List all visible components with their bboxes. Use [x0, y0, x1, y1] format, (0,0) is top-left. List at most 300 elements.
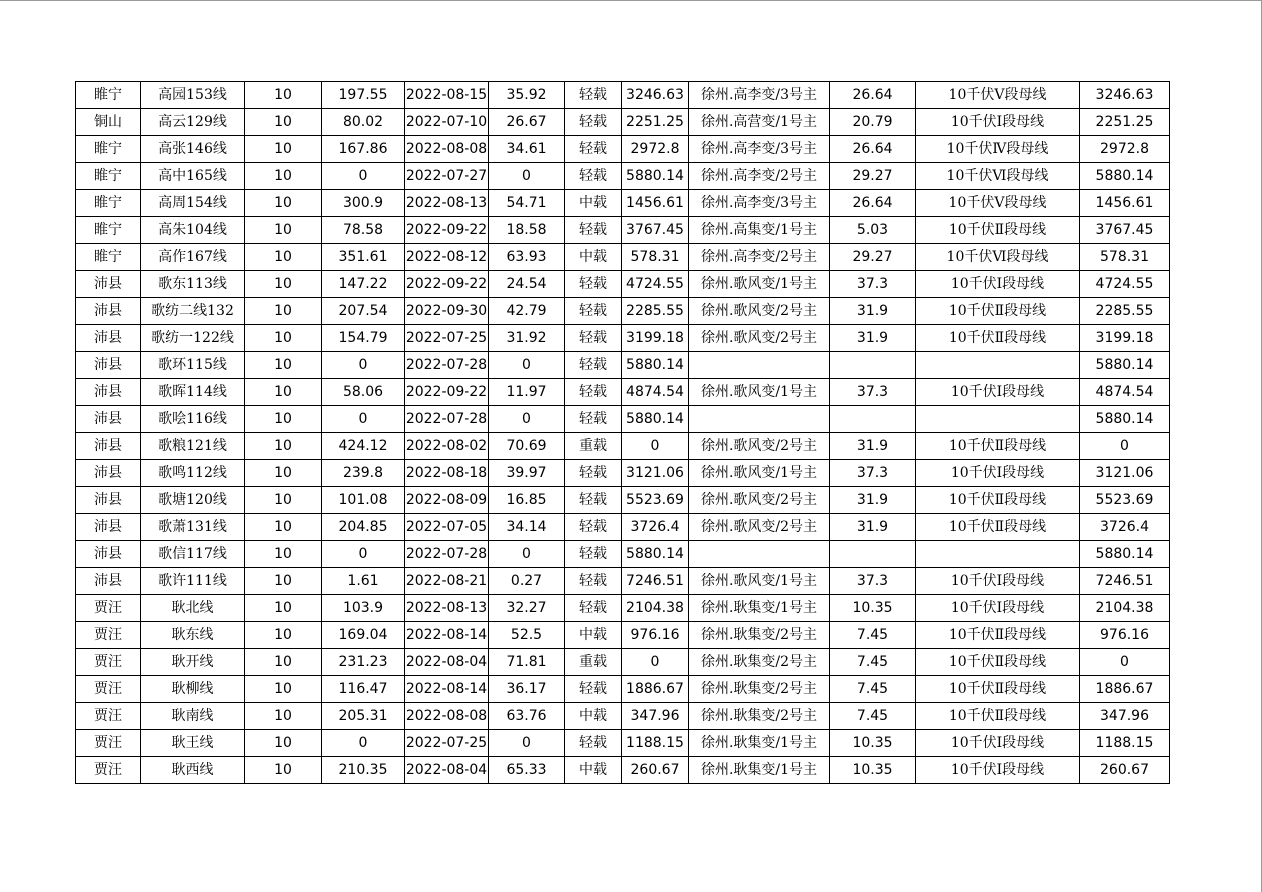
available-cell: 1188.15 [1080, 730, 1170, 757]
date-cell: 2022-07-25 [405, 325, 489, 352]
status-cell: 轻载 [565, 595, 622, 622]
county-cell: 贾汪 [76, 595, 141, 622]
line-name-cell: 高园153线 [141, 82, 245, 109]
line-name-cell: 歌晖114线 [141, 379, 245, 406]
available-cell: 2251.25 [1080, 109, 1170, 136]
load-cell: 0 [322, 406, 405, 433]
capacity-cell: 10.35 [830, 730, 916, 757]
capacity-cell: 37.3 [830, 271, 916, 298]
margin-cell: 4874.54 [622, 379, 689, 406]
bus-cell: 10千伏Ⅵ段母线 [916, 244, 1080, 271]
margin-cell: 2285.55 [622, 298, 689, 325]
bus-cell: 10千伏Ⅱ段母线 [916, 325, 1080, 352]
margin-cell: 1188.15 [622, 730, 689, 757]
available-cell: 5880.14 [1080, 541, 1170, 568]
table-row [76, 595, 1170, 622]
status-cell: 中载 [565, 757, 622, 784]
load-rate-cell: 63.93 [489, 244, 565, 271]
bus-cell: 10千伏Ⅰ段母线 [916, 730, 1080, 757]
load-rate-cell: 36.17 [489, 676, 565, 703]
line-name-cell: 耿王线 [141, 730, 245, 757]
substation-cell: 徐州.高李变/3号主 [689, 82, 830, 109]
voltage-cell: 10 [245, 163, 322, 190]
capacity-cell: 26.64 [830, 190, 916, 217]
county-cell: 沛县 [76, 406, 141, 433]
voltage-cell: 10 [245, 406, 322, 433]
capacity-cell: 31.9 [830, 487, 916, 514]
bus-cell: 10千伏Ⅰ段母线 [916, 379, 1080, 406]
load-rate-cell: 65.33 [489, 757, 565, 784]
date-cell: 2022-08-21 [405, 568, 489, 595]
margin-cell: 0 [622, 649, 689, 676]
status-cell: 轻载 [565, 730, 622, 757]
date-cell: 2022-08-13 [405, 595, 489, 622]
capacity-cell: 31.9 [830, 433, 916, 460]
load-cell: 205.31 [322, 703, 405, 730]
table-row [76, 676, 1170, 703]
date-cell: 2022-08-09 [405, 487, 489, 514]
line-name-cell: 高朱104线 [141, 217, 245, 244]
status-cell: 轻载 [565, 568, 622, 595]
margin-cell: 3726.4 [622, 514, 689, 541]
load-cell: 239.8 [322, 460, 405, 487]
status-cell: 轻载 [565, 136, 622, 163]
status-cell: 轻载 [565, 541, 622, 568]
table-row [76, 568, 1170, 595]
substation-cell: 徐州.高李变/2号主 [689, 163, 830, 190]
substation-cell: 徐州.高李变/3号主 [689, 136, 830, 163]
status-cell: 中载 [565, 703, 622, 730]
table-row [76, 298, 1170, 325]
voltage-cell: 10 [245, 541, 322, 568]
bus-cell: 10千伏Ⅱ段母线 [916, 622, 1080, 649]
line-name-cell: 歌塘120线 [141, 487, 245, 514]
voltage-cell: 10 [245, 217, 322, 244]
substation-cell: 徐州.耿集变/1号主 [689, 757, 830, 784]
status-cell: 中载 [565, 244, 622, 271]
capacity-cell: 29.27 [830, 244, 916, 271]
load-cell: 103.9 [322, 595, 405, 622]
bus-cell: 10千伏Ⅱ段母线 [916, 487, 1080, 514]
load-rate-cell: 18.58 [489, 217, 565, 244]
load-rate-cell: 42.79 [489, 298, 565, 325]
bus-cell: 10千伏Ⅰ段母线 [916, 109, 1080, 136]
voltage-cell: 10 [245, 271, 322, 298]
date-cell: 2022-08-12 [405, 244, 489, 271]
line-name-cell: 歌纺二线132 [141, 298, 245, 325]
table-row [76, 163, 1170, 190]
capacity-cell: 29.27 [830, 163, 916, 190]
capacity-cell: 31.9 [830, 298, 916, 325]
capacity-cell: 26.64 [830, 136, 916, 163]
load-cell: 351.61 [322, 244, 405, 271]
available-cell: 578.31 [1080, 244, 1170, 271]
substation-cell: 徐州.耿集变/2号主 [689, 703, 830, 730]
load-rate-cell: 35.92 [489, 82, 565, 109]
line-name-cell: 高中165线 [141, 163, 245, 190]
page-border-top [0, 0, 1262, 1]
substation-cell: 徐州.歌风变/2号主 [689, 298, 830, 325]
available-cell: 4874.54 [1080, 379, 1170, 406]
margin-cell: 5880.14 [622, 541, 689, 568]
capacity-cell: 20.79 [830, 109, 916, 136]
county-cell: 沛县 [76, 379, 141, 406]
load-cell: 147.22 [322, 271, 405, 298]
capacity-cell: 10.35 [830, 757, 916, 784]
load-cell: 0 [322, 352, 405, 379]
table-body [76, 82, 1170, 784]
voltage-cell: 10 [245, 703, 322, 730]
margin-cell: 5880.14 [622, 163, 689, 190]
status-cell: 重载 [565, 649, 622, 676]
available-cell: 260.67 [1080, 757, 1170, 784]
county-cell: 睢宁 [76, 82, 141, 109]
status-cell: 中载 [565, 622, 622, 649]
substation-cell: 徐州.高李变/3号主 [689, 190, 830, 217]
voltage-cell: 10 [245, 109, 322, 136]
available-cell: 5523.69 [1080, 487, 1170, 514]
load-cell: 58.06 [322, 379, 405, 406]
available-cell: 3726.4 [1080, 514, 1170, 541]
county-cell: 沛县 [76, 460, 141, 487]
table-row [76, 541, 1170, 568]
county-cell: 贾汪 [76, 703, 141, 730]
voltage-cell: 10 [245, 595, 322, 622]
county-cell: 贾汪 [76, 622, 141, 649]
available-cell: 7246.51 [1080, 568, 1170, 595]
status-cell: 轻载 [565, 163, 622, 190]
status-cell: 轻载 [565, 676, 622, 703]
county-cell: 沛县 [76, 568, 141, 595]
substation-cell [689, 352, 830, 379]
available-cell: 347.96 [1080, 703, 1170, 730]
bus-cell: 10千伏Ⅳ段母线 [916, 136, 1080, 163]
load-cell: 300.9 [322, 190, 405, 217]
substation-cell: 徐州.歌风变/2号主 [689, 325, 830, 352]
bus-cell [916, 406, 1080, 433]
voltage-cell: 10 [245, 352, 322, 379]
available-cell: 3246.63 [1080, 82, 1170, 109]
margin-cell: 2104.38 [622, 595, 689, 622]
bus-cell [916, 541, 1080, 568]
line-name-cell: 歌环115线 [141, 352, 245, 379]
margin-cell: 1886.67 [622, 676, 689, 703]
voltage-cell: 10 [245, 649, 322, 676]
table-row [76, 217, 1170, 244]
voltage-cell: 10 [245, 379, 322, 406]
load-cell: 116.47 [322, 676, 405, 703]
date-cell: 2022-09-22 [405, 271, 489, 298]
table-row [76, 487, 1170, 514]
line-name-cell: 高云129线 [141, 109, 245, 136]
capacity-cell: 10.35 [830, 595, 916, 622]
capacity-cell: 26.64 [830, 82, 916, 109]
available-cell: 2104.38 [1080, 595, 1170, 622]
substation-cell: 徐州.耿集变/2号主 [689, 649, 830, 676]
status-cell: 轻载 [565, 82, 622, 109]
line-name-cell: 耿南线 [141, 703, 245, 730]
capacity-cell: 7.45 [830, 622, 916, 649]
bus-cell: 10千伏Ⅱ段母线 [916, 703, 1080, 730]
available-cell: 3121.06 [1080, 460, 1170, 487]
county-cell: 沛县 [76, 352, 141, 379]
status-cell: 轻载 [565, 460, 622, 487]
capacity-cell: 5.03 [830, 217, 916, 244]
load-rate-cell: 11.97 [489, 379, 565, 406]
bus-cell: 10千伏Ⅰ段母线 [916, 568, 1080, 595]
load-rate-cell: 0 [489, 541, 565, 568]
load-cell: 424.12 [322, 433, 405, 460]
voltage-cell: 10 [245, 568, 322, 595]
capacity-cell [830, 406, 916, 433]
date-cell: 2022-07-25 [405, 730, 489, 757]
substation-cell [689, 541, 830, 568]
load-rate-cell: 63.76 [489, 703, 565, 730]
bus-cell: 10千伏Ⅵ段母线 [916, 163, 1080, 190]
date-cell: 2022-07-28 [405, 406, 489, 433]
load-cell: 167.86 [322, 136, 405, 163]
table-row [76, 514, 1170, 541]
status-cell: 轻载 [565, 271, 622, 298]
voltage-cell: 10 [245, 136, 322, 163]
voltage-cell: 10 [245, 325, 322, 352]
margin-cell: 260.67 [622, 757, 689, 784]
date-cell: 2022-08-02 [405, 433, 489, 460]
substation-cell: 徐州.耿集变/1号主 [689, 595, 830, 622]
county-cell: 沛县 [76, 514, 141, 541]
status-cell: 轻载 [565, 514, 622, 541]
substation-cell: 徐州.歌风变/1号主 [689, 460, 830, 487]
table-row [76, 622, 1170, 649]
county-cell: 睢宁 [76, 163, 141, 190]
voltage-cell: 10 [245, 298, 322, 325]
table-row [76, 352, 1170, 379]
voltage-cell: 10 [245, 190, 322, 217]
load-rate-cell: 0 [489, 406, 565, 433]
bus-cell: 10千伏Ⅱ段母线 [916, 676, 1080, 703]
county-cell: 沛县 [76, 298, 141, 325]
load-cell: 0 [322, 163, 405, 190]
status-cell: 轻载 [565, 379, 622, 406]
county-cell: 沛县 [76, 487, 141, 514]
voltage-cell: 10 [245, 757, 322, 784]
load-cell: 101.08 [322, 487, 405, 514]
margin-cell: 1456.61 [622, 190, 689, 217]
date-cell: 2022-07-05 [405, 514, 489, 541]
load-rate-cell: 71.81 [489, 649, 565, 676]
status-cell: 轻载 [565, 217, 622, 244]
line-name-cell: 高周154线 [141, 190, 245, 217]
margin-cell: 5880.14 [622, 352, 689, 379]
margin-cell: 0 [622, 433, 689, 460]
available-cell: 976.16 [1080, 622, 1170, 649]
table-row [76, 730, 1170, 757]
load-cell: 210.35 [322, 757, 405, 784]
available-cell: 2285.55 [1080, 298, 1170, 325]
capacity-cell: 37.3 [830, 568, 916, 595]
table-row [76, 460, 1170, 487]
line-name-cell: 歌信117线 [141, 541, 245, 568]
table-row [76, 190, 1170, 217]
available-cell: 5880.14 [1080, 406, 1170, 433]
available-cell: 4724.55 [1080, 271, 1170, 298]
line-name-cell: 高张146线 [141, 136, 245, 163]
county-cell: 沛县 [76, 541, 141, 568]
substation-cell [689, 406, 830, 433]
margin-cell: 5523.69 [622, 487, 689, 514]
available-cell: 0 [1080, 433, 1170, 460]
available-cell: 3199.18 [1080, 325, 1170, 352]
county-cell: 沛县 [76, 271, 141, 298]
margin-cell: 578.31 [622, 244, 689, 271]
date-cell: 2022-08-14 [405, 676, 489, 703]
load-rate-cell: 0 [489, 730, 565, 757]
margin-cell: 2251.25 [622, 109, 689, 136]
date-cell: 2022-08-13 [405, 190, 489, 217]
table-row [76, 649, 1170, 676]
date-cell: 2022-09-22 [405, 217, 489, 244]
load-rate-cell: 70.69 [489, 433, 565, 460]
substation-cell: 徐州.歌风变/1号主 [689, 568, 830, 595]
bus-cell: 10千伏Ⅰ段母线 [916, 271, 1080, 298]
county-cell: 沛县 [76, 325, 141, 352]
load-cell: 78.58 [322, 217, 405, 244]
load-cell: 0 [322, 730, 405, 757]
load-cell: 1.61 [322, 568, 405, 595]
line-name-cell: 耿西线 [141, 757, 245, 784]
table-row [76, 82, 1170, 109]
county-cell: 睢宁 [76, 190, 141, 217]
date-cell: 2022-07-28 [405, 541, 489, 568]
table-row [76, 325, 1170, 352]
substation-cell: 徐州.歌风变/2号主 [689, 487, 830, 514]
capacity-cell: 7.45 [830, 703, 916, 730]
line-name-cell: 耿柳线 [141, 676, 245, 703]
substation-cell: 徐州.耿集变/2号主 [689, 622, 830, 649]
line-name-cell: 高作167线 [141, 244, 245, 271]
status-cell: 轻载 [565, 109, 622, 136]
bus-cell: 10千伏Ⅰ段母线 [916, 595, 1080, 622]
substation-cell: 徐州.歌风变/1号主 [689, 379, 830, 406]
capacity-cell: 31.9 [830, 514, 916, 541]
load-rate-cell: 31.92 [489, 325, 565, 352]
load-rate-cell: 39.97 [489, 460, 565, 487]
margin-cell: 3121.06 [622, 460, 689, 487]
table-row [76, 109, 1170, 136]
county-cell: 沛县 [76, 433, 141, 460]
voltage-cell: 10 [245, 82, 322, 109]
load-cell: 0 [322, 541, 405, 568]
bus-cell: 10千伏Ⅰ段母线 [916, 757, 1080, 784]
county-cell: 贾汪 [76, 649, 141, 676]
date-cell: 2022-07-28 [405, 352, 489, 379]
load-rate-cell: 54.71 [489, 190, 565, 217]
substation-cell: 徐州.高集变/1号主 [689, 217, 830, 244]
available-cell: 2972.8 [1080, 136, 1170, 163]
table-row [76, 406, 1170, 433]
county-cell: 贾汪 [76, 676, 141, 703]
county-cell: 睢宁 [76, 136, 141, 163]
table-row [76, 244, 1170, 271]
line-name-cell: 耿北线 [141, 595, 245, 622]
substation-cell: 徐州.歌风变/2号主 [689, 514, 830, 541]
status-cell: 轻载 [565, 406, 622, 433]
bus-cell: 10千伏Ⅱ段母线 [916, 514, 1080, 541]
available-cell: 0 [1080, 649, 1170, 676]
date-cell: 2022-08-04 [405, 649, 489, 676]
load-rate-cell: 0 [489, 163, 565, 190]
capacity-cell [830, 352, 916, 379]
line-name-cell: 耿开线 [141, 649, 245, 676]
capacity-cell: 7.45 [830, 676, 916, 703]
bus-cell [916, 352, 1080, 379]
bus-cell: 10千伏Ⅴ段母线 [916, 190, 1080, 217]
bus-cell: 10千伏Ⅱ段母线 [916, 649, 1080, 676]
capacity-cell: 37.3 [830, 379, 916, 406]
margin-cell: 4724.55 [622, 271, 689, 298]
substation-cell: 徐州.歌风变/1号主 [689, 271, 830, 298]
voltage-cell: 10 [245, 244, 322, 271]
load-cell: 169.04 [322, 622, 405, 649]
capacity-cell: 31.9 [830, 325, 916, 352]
margin-cell: 7246.51 [622, 568, 689, 595]
substation-cell: 徐州.高营变/1号主 [689, 109, 830, 136]
substation-cell: 徐州.歌风变/2号主 [689, 433, 830, 460]
table-row [76, 271, 1170, 298]
capacity-cell [830, 541, 916, 568]
margin-cell: 3246.63 [622, 82, 689, 109]
margin-cell: 347.96 [622, 703, 689, 730]
voltage-cell: 10 [245, 676, 322, 703]
line-name-cell: 歌萧131线 [141, 514, 245, 541]
date-cell: 2022-08-15 [405, 82, 489, 109]
bus-cell: 10千伏Ⅴ段母线 [916, 82, 1080, 109]
load-cell: 197.55 [322, 82, 405, 109]
status-cell: 轻载 [565, 325, 622, 352]
margin-cell: 5880.14 [622, 406, 689, 433]
margin-cell: 3767.45 [622, 217, 689, 244]
voltage-cell: 10 [245, 487, 322, 514]
load-rate-cell: 0.27 [489, 568, 565, 595]
voltage-cell: 10 [245, 514, 322, 541]
county-cell: 铜山 [76, 109, 141, 136]
date-cell: 2022-07-27 [405, 163, 489, 190]
table-row [76, 136, 1170, 163]
load-rate-cell: 52.5 [489, 622, 565, 649]
status-cell: 轻载 [565, 352, 622, 379]
county-cell: 贾汪 [76, 730, 141, 757]
load-cell: 80.02 [322, 109, 405, 136]
capacity-cell: 37.3 [830, 460, 916, 487]
load-rate-cell: 0 [489, 352, 565, 379]
load-rate-cell: 24.54 [489, 271, 565, 298]
date-cell: 2022-09-30 [405, 298, 489, 325]
margin-cell: 976.16 [622, 622, 689, 649]
capacity-cell: 7.45 [830, 649, 916, 676]
voltage-cell: 10 [245, 433, 322, 460]
line-name-cell: 歌东113线 [141, 271, 245, 298]
table-row [76, 379, 1170, 406]
margin-cell: 2972.8 [622, 136, 689, 163]
substation-cell: 徐州.耿集变/1号主 [689, 730, 830, 757]
line-name-cell: 歌许111线 [141, 568, 245, 595]
bus-cell: 10千伏Ⅰ段母线 [916, 460, 1080, 487]
load-rate-cell: 32.27 [489, 595, 565, 622]
load-rate-cell: 34.14 [489, 514, 565, 541]
voltage-cell: 10 [245, 730, 322, 757]
date-cell: 2022-09-22 [405, 379, 489, 406]
load-cell: 154.79 [322, 325, 405, 352]
